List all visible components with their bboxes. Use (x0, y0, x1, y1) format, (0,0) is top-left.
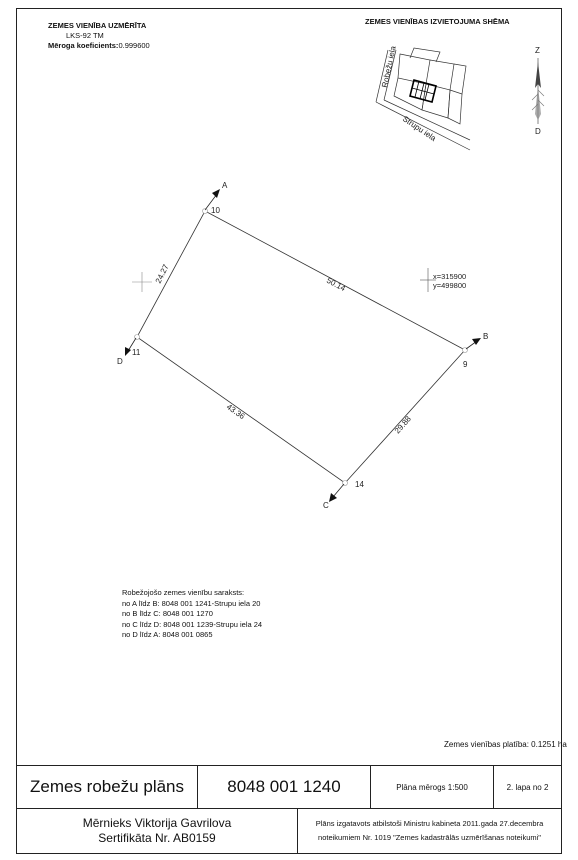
vertex-id-11: 11 (132, 348, 141, 357)
point-letter-b: B (483, 332, 489, 341)
scale-cell (370, 765, 494, 809)
scale-coefficient-value: 0.999600 (118, 41, 150, 50)
street-label-robezu: Robežu iela (380, 45, 398, 89)
neighbors-title: Robežojošo zemes vienību saraksts: (122, 588, 245, 597)
side-length-14-11: 43.36 (224, 402, 247, 422)
grid-cross-left (132, 272, 152, 292)
list-item: no A līdz B: 8048 001 1241-Strupu iela 20 (122, 598, 261, 608)
arrow-b-icon (466, 338, 481, 349)
sheet-number: 2. lapa no 2 (506, 782, 549, 792)
plan-name-cell (16, 765, 198, 809)
vertex-id-10: 10 (211, 206, 220, 215)
grid-x-label: x=315900 (433, 272, 467, 281)
legal-note-cell (297, 808, 562, 854)
south-label: D (535, 127, 541, 136)
cadastre-number: 8048 001 1240 (227, 777, 341, 796)
area-value: 0.1251 ha (531, 740, 567, 749)
survey-title: ZEMES VIENĪBA UZMĒRĪTA (48, 21, 147, 30)
parcel-boundary (137, 211, 465, 483)
point-letter-a: A (222, 181, 228, 190)
surveyor-cell (16, 808, 298, 854)
vertex-id-14: 14 (355, 480, 364, 489)
surveyor-name: Mērnieks Viktorija Gavrilova (82, 816, 232, 830)
point-letter-d: D (117, 357, 123, 366)
list-item: no D līdz A: 8048 001 0865 (122, 630, 213, 639)
list-item: no B līdz C: 8048 001 1270 (122, 609, 213, 618)
arrow-c-icon (329, 484, 344, 502)
north-label: Z (535, 46, 540, 55)
street-label-strupu: Strupu iela (400, 114, 438, 144)
coordinate-system: LKS-92 TM (66, 31, 104, 40)
side-length-11-10: 24.27 (153, 262, 171, 285)
cadastre-cell (197, 765, 371, 809)
location-scheme-title: ZEMES VIENĪBAS IZVIETOJUMA SHĒMA (365, 17, 510, 26)
vertex-id-9: 9 (463, 360, 468, 369)
certificate-number: Sertifikāta Nr. AB0159 (98, 831, 216, 845)
parcel-area (444, 740, 567, 749)
vertex-marker-10 (203, 209, 208, 214)
scale-coefficient-label: Mēroga koeficients: (48, 41, 119, 50)
side-length-10-9: 50.14 (325, 275, 347, 294)
side-length-9-14: 29.88 (392, 414, 413, 436)
grid-y-label: y=499800 (433, 281, 467, 290)
area-label: Zemes vienības platība: (444, 740, 529, 749)
neighbors-list (122, 588, 262, 641)
point-letter-c: C (323, 501, 329, 510)
plan-name: Zemes robežu plāns (29, 777, 185, 796)
sheet-cell (493, 765, 562, 809)
list-item: no C līdz D: 8048 001 1239-Strupu iela 24 (122, 619, 263, 629)
plan-scale: Plāna mērogs 1:500 (396, 782, 468, 792)
legal-note-line2: noteikumiem Nr. 1019 "Zemes kadastrālās uzmērīšanas noteikumi" (318, 833, 541, 842)
legal-note-line1: Plāns izgatavots atbilstoši Ministru kabineta 2011.gada 27.decembra (315, 819, 544, 828)
